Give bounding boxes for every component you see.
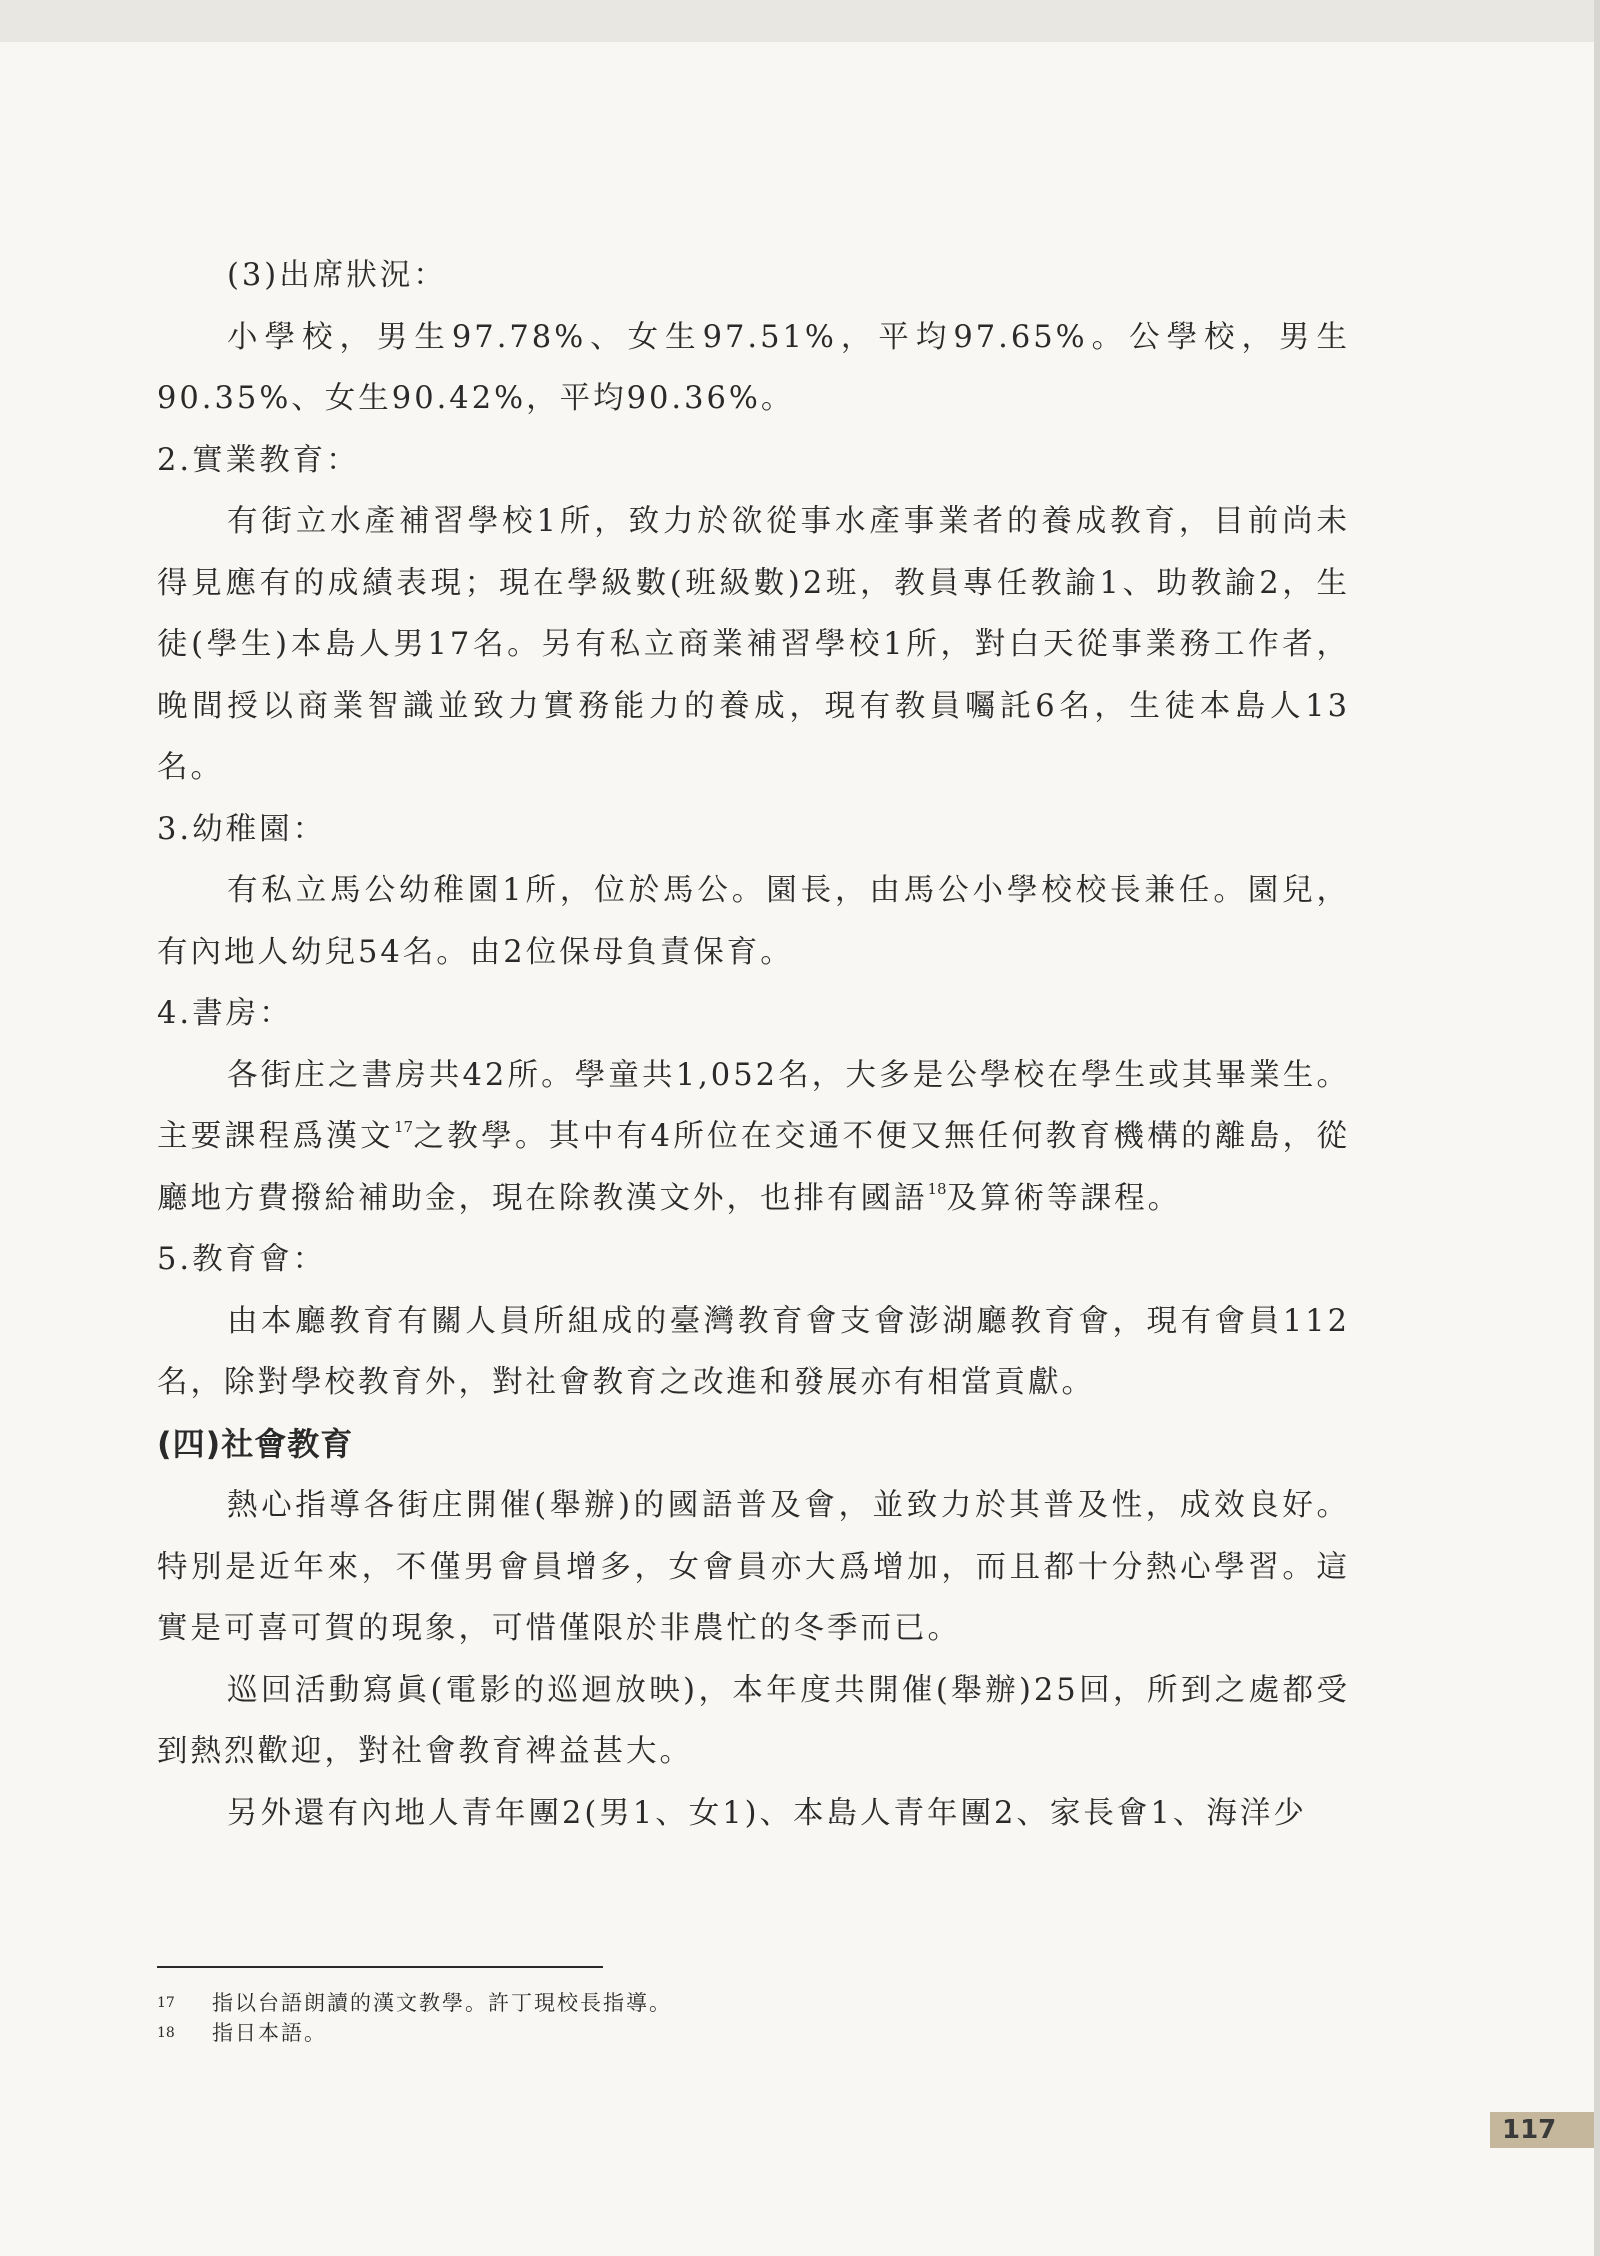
footnote-ref-17: 17 — [394, 1118, 414, 1136]
shobo-text-part-1: 各街庄之書房共42所。學童共1,052名，大多是公學校在學生或其畢業生。主要課程爲漢文 — [157, 1057, 1350, 1154]
footnote-number: 18 — [157, 2025, 175, 2041]
social-education-paragraph-1: 熱心指導各街庄開催(舉辦)的國語普及會，並致力於其普及性，成效良好。特別是近年來，不僅男會員增多，女會員亦大爲增加，而且都十分熱心學習。這實是可喜可賀的現象，可惜僅限於非農忙的冬季而已。 — [157, 1488, 1350, 1646]
footnote-18 — [157, 2018, 1057, 2048]
scan-right-edge — [1594, 0, 1600, 2256]
education-association-label: 5.教育會： — [157, 1242, 327, 1277]
kindergarten-label: 3.幼稚園： — [157, 811, 327, 847]
page-body — [157, 245, 1350, 1844]
attendance-label: (3)出席狀況： — [227, 258, 447, 293]
footnote-17 — [157, 1988, 1057, 2018]
education-association-paragraph: 由本廳教育有關人員所組成的臺灣教育會支會澎湖廳教育會，現有會員112名，除對學校教育外，對社會教育之改進和發展亦有相當貢獻。 — [157, 1303, 1350, 1400]
section-heading-social-education: (四)社會教育 — [157, 1424, 354, 1463]
footnote-number: 17 — [157, 1995, 175, 2011]
scan-top-band — [0, 0, 1600, 42]
footnote-divider — [157, 1966, 603, 1968]
footnotes — [157, 1988, 1057, 2048]
attendance-paragraph: 小學校，男生97.78%、女生97.51%，平均97.65%。公學校，男生90.35%、女生90.42%，平均90.36%。 — [157, 319, 1350, 416]
footnote-text: 指日本語。 — [212, 2021, 327, 2045]
shobo-label: 4.書房： — [157, 996, 293, 1031]
page-number: 117 — [1490, 2112, 1594, 2148]
kindergarten-paragraph: 有私立馬公幼稚園1所，位於馬公。園長，由馬公小學校校長兼任。園兒，有內地人幼兒54名。由2位保母負責保育。 — [157, 873, 1350, 970]
vocational-paragraph: 有街立水產補習學校1所，致力於欲從事水產事業者的養成教育，目前尚未得見應有的成績表現；現在學級數(班級數)2班，教員專任教諭1、助教諭2，生徒(學生)本島人男17名。另有私立商業補習學校1所，對白天從事業務工作者，晚間授以商業智識並致力實務能力的養成，現有教員囑託6名，生徒本島人13名。 — [157, 504, 1350, 785]
social-education-paragraph-2: 巡回活動寫眞(電影的巡迴放映)，本年度共開催(舉辦)25回，所到之處都受到熱烈歡迎，對社會教育裨益甚大。 — [157, 1672, 1350, 1769]
shobo-text-part-2: 之教學。其中有4所位在交通不便又無任何教育機構的離島，從廳地方費撥給補助金，現在除教漢文外，也排有國語 — [157, 1119, 1350, 1216]
shobo-paragraph — [157, 1045, 1350, 1230]
footnote-ref-18: 18 — [927, 1179, 947, 1198]
shobo-text-part-3: 及算術等課程。 — [946, 1180, 1182, 1216]
vocational-label: 2.實業教育： — [157, 442, 360, 478]
footnote-text: 指以台語朗讀的漢文教學。許丁現校長指導。 — [212, 1991, 672, 2015]
social-education-paragraph-3: 另外還有內地人青年團2(男1、女1)、本島人青年團2、家長會1、海洋少 — [227, 1795, 1307, 1831]
